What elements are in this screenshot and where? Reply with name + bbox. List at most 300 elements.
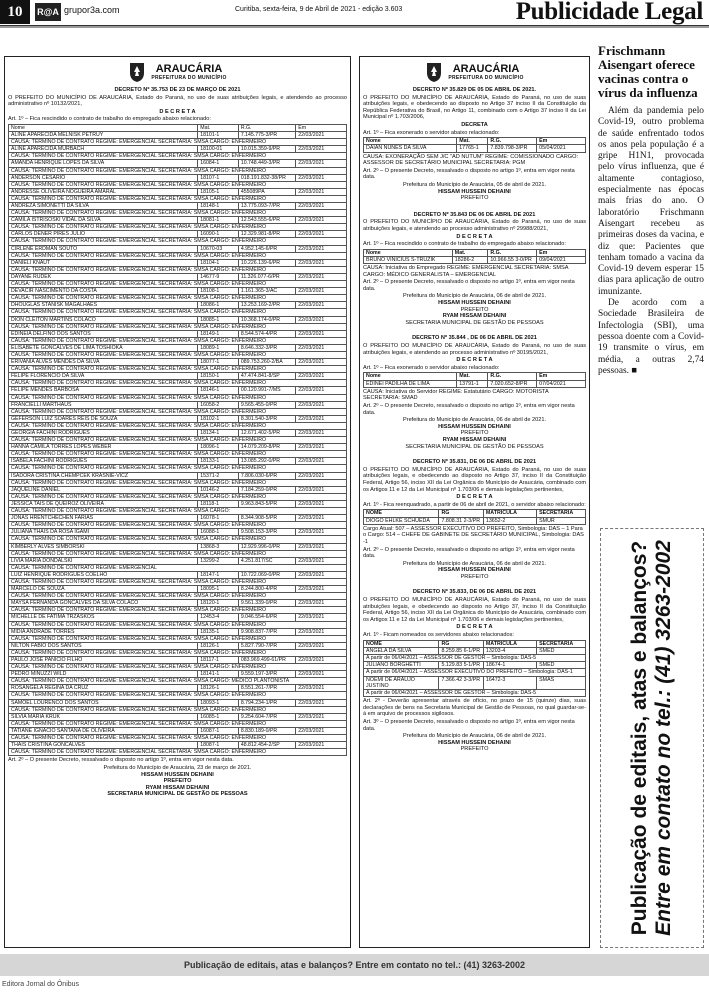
cell-mat: 18105-1 — [198, 188, 239, 195]
table-row-cause — [9, 664, 347, 671]
cell-causa: CAUSA: TERMINO DE CONTRATO REGIME: EMERGENCIAL SECRETARIA: SMSA CARGO: ENFERMEIRO — [9, 706, 347, 713]
cell-mat: 16090-1 — [198, 231, 239, 238]
cell-nome: NOEMI DE ARAUJO JUSTINO — [364, 676, 439, 689]
cell-mat: 16058-2 — [198, 401, 239, 408]
cell-nome: MAYSA FERNANDA GONCALVES DA SILVA COLACO — [9, 600, 198, 607]
decree-4-art2: Art. 2º – O presente Decreto, ressalvado o disposto no artigo 1º, entra em vigor nesta data. — [363, 403, 575, 416]
cell-mat: 10146-2 — [198, 486, 239, 493]
cell-rg: 48.812.454-2/SP — [238, 742, 295, 749]
cell-mat: 18077-1 — [198, 359, 239, 366]
decree-6-table — [363, 640, 586, 698]
cell-nome: BRUNO VINICIUS S-TRUZIK — [364, 256, 453, 263]
cell-causa: CAUSA: TERMINO DE CONTRATO REGIME: EMERGENCIAL SECRETARIA: SMSA CARGO: ENFERMEIRO — [9, 153, 347, 160]
cell-mat: 18093-1 — [198, 699, 239, 706]
cell-nome: ROSANGELA REGINA DA CRUZ — [9, 685, 198, 692]
cell-mat: 18150-1 — [198, 373, 239, 380]
table-row-cause — [9, 366, 347, 373]
decree-1-closing: Prefeitura do Município de Araucária, 23 de março de 2021. — [103, 764, 252, 771]
cell-em: 22/03/2021 — [296, 316, 347, 323]
cell-em: 22/03/2021 — [296, 742, 347, 749]
cell-nome: ISABELA FACHINI RODRIGUES — [9, 458, 198, 465]
table-row — [364, 647, 586, 654]
cell-em: 22/03/2021 — [296, 500, 347, 507]
decree-3-decreta: D E C R E T A — [456, 233, 493, 240]
table-row — [9, 586, 347, 593]
cell-em: 09/04/2021 — [537, 256, 586, 263]
cell-rg: 12.329.981-8/PR — [238, 231, 295, 238]
cell-causa: CAUSA: TERMINO DE CONTRATO REGIME: EMERGENCIAL SECRETARIA: SMSA CARGO: ENFERMEIRO — [9, 465, 347, 472]
table-row — [364, 517, 586, 524]
table-row-note — [364, 655, 586, 662]
cell-causa: CAUSA: TERMINO DE CONTRATO REGIME: EMERGENCIAL SECRETARIA: SMSA CARGO: ENFERMEIRO — [9, 281, 347, 288]
decree-box-2 — [359, 56, 590, 948]
cell-causa: CAUSA: TERMINO DE CONTRATO REGIME: EMERGENCIAL SECRETARIA: SMSA CARGO: ENFERMEIRO — [9, 295, 347, 302]
table-row — [9, 727, 347, 734]
decree-6-closing: Prefeitura do Município de Araucária, 06 de abril de 2021. — [402, 733, 547, 740]
decree-6-art1: Art. 1º - Ficam nomeados os servidores abaixo relacionados: — [363, 632, 514, 639]
cell-em: 22/03/2021 — [296, 586, 347, 593]
cell-rg: 089.753.260-2/BA — [238, 359, 295, 366]
table-row — [9, 500, 347, 507]
decree-5-signature-role: PREFEITO — [460, 573, 489, 580]
table-row-cause — [9, 536, 347, 543]
cell-nome: ANDERSON CESARIO — [9, 174, 198, 181]
cell-mat: 13299-2 — [198, 557, 239, 564]
cell-causa: CAUSA: TERMINO DE CONTRATO REGIME: EMERGENCIAL SECRETARIA: SMSA CARGO: ENFERMEIRO — [9, 550, 347, 557]
table-row-cause — [9, 422, 347, 429]
table-row-cause — [9, 380, 347, 387]
col-header-matricula: MATRÍCULA — [483, 640, 536, 647]
cell-mat: 18085-1 — [198, 316, 239, 323]
cell-mat: 18107-1 — [198, 174, 239, 181]
cell-secretaria: SMAS — [537, 676, 586, 689]
table-row-cause — [9, 167, 347, 174]
table-row — [9, 713, 347, 720]
cell-em: 22/03/2021 — [296, 302, 347, 309]
cell-causa: CAUSA: TERMINO DE CONTRATO REGIME: EMERGENCIAL SECRETARIA: SMSA CARGO: ENFERMEIRO — [9, 167, 347, 174]
cell-causa: CAUSA: TERMINO DE CONTRATO REGIME: EMERGENCIAL SECRETARIA: SMSA CARGO: ENFERMEIRO — [9, 451, 347, 458]
decree-3-closing: Prefeitura do Município de Araucária, 06 de abril de 2021. — [402, 293, 547, 300]
cell-em: 22/03/2021 — [296, 373, 347, 380]
cell-rg: 083.969.499-61/PR — [238, 657, 295, 664]
cell-mat: 18108-1 — [198, 288, 239, 295]
cell-nome: FELIPE FLORENCIO DA SILVA — [9, 373, 198, 380]
table-row-cause — [9, 252, 347, 259]
cell-causa: CAUSA: TERMINO DE CONTRATO REGIME: EMERGENCIAL SECRETARIA: SMSA CARGO: ENFERMEIRO — [9, 408, 347, 415]
vertical-ad-text — [628, 540, 676, 936]
table-row — [9, 699, 347, 706]
cell-causa: CAUSA: TERMINO DE CONTRATO REGIME: EMERGENCIAL SECRETARIA: SMSA CARGO: ENFERMEIRO — [9, 195, 347, 202]
cell-rg: 9.565.455-0/PR — [238, 401, 295, 408]
cell-causa: CAUSA: TERMINO DE CONTRATO REGIME: EMERGENCIAL SECRETARIA: SMSA CARGO: ENFERMEIRO — [9, 493, 347, 500]
cell-causa: CAUSA: TERMINO DE CONTRATO REGIME: EMERGENCIAL SECRETARIA: SMSA CARGO: ENFERMEIRO — [9, 210, 347, 217]
cell-nome: GEORGIA FACHINI RODRIGUES — [9, 430, 198, 437]
table-row — [9, 430, 347, 437]
cell-rg: 9.561.339-0/PR — [238, 600, 295, 607]
table-row-cause — [9, 210, 347, 217]
table-row — [9, 217, 347, 224]
decree-2-intro: O PREFEITO DO MUNICÍPIO DE ARAUCÁRIA, Estado do Paraná, no uso de suas atribuições legais, e obedecendo ao disposto no Artigo 37 inciso II da Constituição da República Federativa do Brasil, no Artigo 11, combinado com o Artigo 37 inciso II da Lei Municipal nº 1.703/2006, — [363, 94, 586, 121]
cell-rg: 7.808.31 2-3/PR — [439, 517, 483, 524]
cell-rg: 4.251.817/SC — [238, 557, 295, 564]
cell-mat: 18286-2 — [452, 256, 488, 263]
decree-5-signature: HISSAM HUSSEIN DEHAINI — [438, 567, 511, 574]
table-row-cause — [9, 720, 347, 727]
cell-causa: CAUSA: TERMINO DE CONTRATO REGIME: EMERGENCIAL SECRETARIA: SMSA CARGO: ENFERMEIRO — [9, 593, 347, 600]
table-row — [9, 359, 347, 366]
decree-4-art1: Art. 1º – Fica exonerado o servidor abaixo relacionado: — [363, 364, 500, 371]
cell-nome: GEFERSON LUIZ SOARES REIS DE SOUZA — [9, 415, 198, 422]
table-row — [9, 160, 347, 167]
cell-causa: CAUSA: TERMINO DE CONTRATO REGIME: EMERGENCIAL SECRETARIA: SMSA CARGO: ENFERMEIRO — [9, 394, 347, 401]
cell-nome: JULIANO BORGHETTI — [364, 662, 439, 669]
cell-em: 22/03/2021 — [296, 515, 347, 522]
vertical-ad-box — [600, 528, 704, 948]
decree-1-decreta: D E C R E T A — [159, 108, 196, 115]
cell-mat: 18096-1 — [198, 444, 239, 451]
cell-em: 22/03/2021 — [296, 344, 347, 351]
cell-rg: 10.368.174-0/PR — [238, 316, 295, 323]
cell-rg: 8.244.800-4/PR — [238, 586, 295, 593]
cell-mat: 18126-1 — [198, 685, 239, 692]
table-row-note — [364, 669, 586, 676]
cell-causa: CAUSA: TERMINO DE CONTRATO REGIME: EMERGENCIAL SECRETARIA: SMSA CARGO: ENFERMEIRO — [9, 649, 347, 656]
cell-rg: 8.646.332-3/PR — [238, 344, 295, 351]
table-row — [9, 628, 347, 635]
table-row-cause — [9, 437, 347, 444]
table-row — [9, 373, 347, 380]
decree-4-table — [363, 372, 586, 387]
decree-1-title: DECRETO Nº 35.753 DE 23 DE MARÇO DE 2021 — [114, 87, 241, 93]
cell-rg: 14.079.209-8/PR — [238, 444, 295, 451]
cell-mat: 18126-1 — [198, 642, 239, 649]
cell-nome: SAMOEL LOURENCO DOS SANTOS — [9, 699, 198, 706]
decree-1-table — [8, 124, 347, 756]
cell-secretaria: SMED — [537, 662, 586, 669]
col-header-em: Em — [537, 138, 586, 145]
ad-line-2: Entre em contato no tel.: (41) 3263-2002 — [652, 540, 676, 936]
col-header-nome: Nome — [9, 124, 198, 131]
table-row — [9, 401, 347, 408]
cell-rg: 4.952.145-6/PR — [238, 245, 295, 252]
cell-nome: DHOUGLAS STANISK MAGALHAES — [9, 302, 198, 309]
cell-nome: AMANDA HENRIQUE LOPES DA SILVA — [9, 160, 198, 167]
cell-mat: 10670-03 — [198, 245, 239, 252]
table-row — [364, 380, 586, 387]
cell-causa: CAUSA: TERMINO DE CONTRATO REGIME: EMERGENCIAL SECRETARIA: SMSA CARGO: ENFERMEIRO — [9, 309, 347, 316]
decree-6-art2: Art. 2º - Deverão apresentar através de ofício, no prazo de 15 (quinze) dias, suas declarações de bens na Secretaria Municipal de Gestão de Pessoas, no qual guardar-se-á em arquivo de processos sigilosos. — [363, 698, 586, 718]
cell-mat: 18086-1 — [198, 302, 239, 309]
decree-1-art1: Art. 1º – Fica rescindido o contrato de trabalho do empregado abaixo relacionado: — [8, 116, 211, 123]
table-row — [9, 132, 347, 139]
footer-banner: Publicação de editais, atas e balanços? Entre em contato no tel.: (41) 3263-2002 — [0, 954, 709, 976]
cell-mat: 18134-1 — [198, 430, 239, 437]
decree-5-title: DECRETO Nº 35.831, DE 06 DE ABRIL DE 2021 — [412, 459, 537, 466]
cell-causa: CAUSA: TERMINO DE CONTRATO REGIME: EMERGENCIAL SECRETARIA: SMSA CARGO: ENFERMEIRO — [9, 422, 347, 429]
col-header-rg: RG — [439, 640, 483, 647]
decree-4-closing: Prefeitura do Município de Araucária, 06 de abril de 2021. — [402, 417, 547, 424]
decree-4-causa: CAUSA: Iniciativa do Servidor REGIME: Estatutário CARGO: MOTORISTA SECRETARIA: SMAD — [363, 388, 549, 402]
cell-rg: 7.366.42 3-3/PR — [439, 676, 483, 689]
decree-5-cargo: Cargo Atual: 507 – ASSESSOR EXECUTIVO DO PREFEITO, Simbologia: DAS – 1 Para o Cargo: 514 – CHEFE DE GABINETE DE SECRETÁRIO MUNICIPAL, Simbologia: DAS -1 — [363, 525, 584, 545]
table-row — [9, 259, 347, 266]
table-row — [9, 557, 347, 564]
decree-6-decreta: D E C R E T A — [456, 624, 493, 631]
cell-em: 22/03/2021 — [296, 699, 347, 706]
decree-2-signature: HISSAM HUSSEIN DEHAINI — [438, 188, 511, 195]
table-row — [9, 458, 347, 465]
decree-box-1 — [4, 56, 351, 948]
cell-em: 22/03/2021 — [296, 529, 347, 536]
decree-3-signature-2: RYAM HISSAM DEHAINI — [442, 313, 507, 320]
table-row-cause — [9, 578, 347, 585]
cell-mat: 18102-1 — [198, 415, 239, 422]
decree-4-title: DECRETO Nº 35.844 , DE 06 DE ABRIL DE 2021 — [412, 335, 537, 342]
table-row — [9, 245, 347, 252]
cell-nome: EDINEIA DELFINO DOS SANTOS — [9, 330, 198, 337]
cell-causa: CAUSA: TERMINO DE CONTRATO REGIME: EMERGENCIAL SECRETARIA: SMSA CARGO: ENFERMEIRO — [9, 380, 347, 387]
table-row — [9, 543, 347, 550]
decree-4-decreta: D E C R E T A — [456, 357, 493, 364]
table-row — [364, 676, 586, 689]
cell-causa: CAUSA: TERMINO DE CONTRATO REGIME: EMERGENCIAL SECRETARIA: SMSA CARGO: ENFERMEIRO — [9, 238, 347, 245]
cell-causa: CAUSA: TERMINO DE CONTRATO REGIME: EMERGENCIAL SECRETARIA: SMSA CARGO: ENFERMEIRO — [9, 621, 347, 628]
cell-em: 22/03/2021 — [296, 401, 347, 408]
cell-nome: ANDREZA SIMONETTI DA SILVA — [9, 203, 198, 210]
col-header-rg: R.G. — [488, 138, 537, 145]
table-row — [9, 671, 347, 678]
cell-rg: 8.830.189-0/PR — [238, 727, 295, 734]
table-row — [9, 188, 347, 195]
cell-nome: MARCELO DE SOUZA — [9, 586, 198, 593]
cell-causa: CAUSA: TERMINO DE CONTRATO REGIME: EMERGENCIAL — [9, 564, 347, 571]
cell-mat: 17765-1 — [457, 145, 488, 152]
cell-rg: 10.015.359-9/PR — [238, 146, 295, 153]
cell-nome: DIOGO EHLKE SCHUEDA — [364, 517, 439, 524]
cell-mat: 18089-1 — [198, 344, 239, 351]
cell-mat: 18095-1 — [198, 586, 239, 593]
cell-nome: JESSICA TAIS DE QUEIROZ OLIVEIRA — [9, 500, 198, 507]
cell-mat: 18148-1 — [198, 203, 239, 210]
cell-em: 22/03/2021 — [296, 245, 347, 252]
decree-3-art1: Art. 1º – Fica rescindido o contrato de trabalho do empregado abaixo relacionado: — [363, 241, 566, 248]
cell-em: 22/03/2021 — [296, 146, 347, 153]
cell-nome: ANDRESSE OLIVEIRA NOGUEIRA AMARAL — [9, 188, 198, 195]
cell-rg: 8.794.234-1/PR — [238, 699, 295, 706]
cell-causa: CAUSA: TERMINO DE CONTRATO REGIME: EMERGENCIAL SECRETARIA: SMSA CARGO: ENFERMEIRO — [9, 749, 347, 756]
col-header-rg: R.G. — [488, 249, 537, 256]
cell-nome: KIMBERLY ALVES SIMBORSKI — [9, 543, 198, 550]
table-row-cause — [9, 607, 347, 614]
col-header-rg: RG — [439, 510, 483, 517]
cell-causa: CAUSA: TERMINO DE CONTRATO REGIME: EMERGENCIAL SECRETARIA: SMSA CARGO: ENFERMEIRO — [9, 735, 347, 742]
decree-2-signature-role: PREFEITO — [460, 195, 489, 202]
cell-em: 22/03/2021 — [296, 259, 347, 266]
cell-nome: ERIVANIA ALVES MENDES DA SILVA — [9, 359, 198, 366]
cell-rg: 9.046.554-6/PR — [238, 614, 295, 621]
publisher-logo: R@A — [35, 3, 61, 21]
cell-em: 22/03/2021 — [296, 472, 347, 479]
table-row — [9, 330, 347, 337]
cell-rg: 10.748.449-3/PR — [238, 160, 295, 167]
table-row-cause — [9, 649, 347, 656]
footer-credit: Editora Jornal do Ônibus — [2, 981, 80, 988]
table-row-cause — [9, 493, 347, 500]
table-row-cause — [9, 195, 347, 202]
col-header-nome: Nome — [364, 249, 453, 256]
decree-3-signature-1: HISSAM HUSSEIN DEHAINI — [438, 300, 511, 307]
col-header-rg: R.G. — [238, 124, 295, 131]
cell-matricula: 18674-1 — [483, 662, 536, 669]
cell-causa: CAUSA: TERMINO DE CONTRATO REGIME: EMERGENCIAL SECRETARIA: SMSA CARGO: ENFERMEIRO — [9, 252, 347, 259]
cell-nome: JONAS HRENTCHECHEN FARIAS — [9, 515, 198, 522]
table-row-cause — [9, 139, 347, 146]
cell-em: 07/04/2021 — [537, 380, 586, 387]
table-row — [9, 685, 347, 692]
cell-em: 22/03/2021 — [296, 713, 347, 720]
cell-rg: 10.722.069-0/PR — [238, 571, 295, 578]
table-row — [9, 515, 347, 522]
table-row — [364, 662, 586, 669]
table-row — [9, 642, 347, 649]
cell-nome: PEDRO MINUZZI WILD — [9, 671, 198, 678]
cell-mat: 18117-1 — [198, 657, 239, 664]
article-headline: Frischmann Aisengart oferece vacinas contra o vírus da influenza — [598, 43, 698, 100]
cell-rg: 7.806.030-6/PR — [238, 472, 295, 479]
cell-nome: FRANCIELLI MARTHAUS — [9, 401, 198, 408]
col-header-mat: Mat. — [457, 373, 488, 380]
table-header-row — [364, 249, 586, 256]
table-row-cause — [9, 635, 347, 642]
cell-em: 22/03/2021 — [296, 444, 347, 451]
col-header-em: Em — [296, 124, 347, 131]
table-row-cause — [9, 224, 347, 231]
decree-5-art1: Art. 1º - Fica reenquadrado, a partir de 06 de abril de 2021, o servidor abaixo relacionado: — [363, 501, 586, 508]
cell-mat: 16085-1 — [198, 713, 239, 720]
cell-causa: CAUSA: TERMINO DE CONTRATO REGIME: EMERGENCIAL SECRETARIA: SMSA CARGO: ENFERMEIRO — [9, 366, 347, 373]
cell-rg: 5.827.790-7/PR — [238, 642, 295, 649]
decree-2-title: DECRETO Nº 35.829 DE 05 DE ABRIL DE 2021. — [412, 87, 537, 93]
decree-3-signature-1-role: PREFEITO — [460, 306, 489, 313]
cell-rg: 9.254.604-7/PR — [238, 713, 295, 720]
table-row — [9, 146, 347, 153]
col-header-matricula: MATRÍCULA — [483, 510, 536, 517]
coat-of-arms-icon — [425, 61, 443, 83]
cell-mat: 18100-01 — [198, 146, 239, 153]
cell-causa: CAUSA: TERMINO DE CONTRATO REGIME: EMERGENCIAL SECRETARIA: SMSA CARGO: ENFERMEIRO — [9, 224, 347, 231]
cell-nome: CARLOS DENER PIRES JULIO — [9, 231, 198, 238]
table-row — [9, 472, 347, 479]
section-title: Publicidade Legal — [515, 0, 703, 25]
cell-rg: 5.129.83 5-1/PR — [439, 662, 483, 669]
decree-3-art2: Art. 2º – O presente Decreto, ressalvado o disposto no artigo 1º, entra em vigor nesta data. — [363, 279, 575, 292]
news-article — [598, 44, 704, 377]
cell-em: 22/03/2021 — [296, 132, 347, 139]
decree-3-causa: CAUSA: Iniciativa do Empregado REGIME: EMERGENCIAL SECRETARIA: SMSA CARGO: MÉDICO GENERALISTA – EMERGENCIAL — [363, 265, 569, 278]
table-row — [9, 174, 347, 181]
table-header-row — [364, 373, 586, 380]
decree-4-signature-2-role: SECRETARIA MUNICIPAL DE GESTÃO DE PESSOAS — [405, 443, 544, 450]
cell-nome: TATIANE IGNACIO SANTANA DE OLIVEIRA — [9, 727, 198, 734]
col-header-nome: Nome — [364, 138, 457, 145]
table-row-cause — [9, 295, 347, 302]
col-header-mat: Mat. — [457, 138, 488, 145]
cell-causa: CAUSA: TERMINO DE CONTRATO REGIME: EMERGENCIAL SECRETARIA: SMSA CARGO: ENFERMEIRO — [9, 337, 347, 344]
cell-nome: MIDIA ANDRADE TORRES — [9, 628, 198, 635]
table-row — [9, 273, 347, 280]
decree-5-decreta: D E C R E T A — [456, 494, 493, 501]
cell-rg: 10.226.139-6/PR — [238, 259, 295, 266]
cell-nome: FELIPE MENDES BARBOSA — [9, 387, 198, 394]
cell-em: 05/04/2021 — [537, 145, 586, 152]
table-row-cause — [9, 451, 347, 458]
table-row-cause — [9, 408, 347, 415]
decree-2-art1: Art. 1º – Fica exonerado o servidor abaixo relacionado: — [363, 129, 500, 136]
cell-em: 22/03/2021 — [296, 642, 347, 649]
cell-nome: CAMILA ISTRISOSKI VIDAL DA SILVA — [9, 217, 198, 224]
cell-causa: CAUSA: TERMINO DE CONTRATO REGIME: EMERGENCIAL SECRETARIA: SMSA CARGO: ENFERMEIRO — [9, 664, 347, 671]
cell-mat: 16078-1 — [198, 515, 239, 522]
cell-secretaria: SMED — [537, 647, 586, 654]
cell-em: 22/03/2021 — [296, 160, 347, 167]
cell-causa: CAUSA: TERMINO DE CONTRATO REGIME: EMERGENCIAL SECRETARIA: SMSA CARGO: ENFERMEIRO — [9, 578, 347, 585]
table-row — [9, 344, 347, 351]
cell-nome: DAIAN NUNES DA SILVA — [364, 145, 457, 152]
table-row-cause — [9, 550, 347, 557]
cell-causa: CAUSA: TERMINO DE CONTRATO REGIME: EMERGENCIAL SECRETARIA: SMSA CARGO: ENFERMEIRO — [9, 479, 347, 486]
cell-rg: 8.344.908-5/PR — [238, 515, 295, 522]
page-number: 10 — [0, 0, 30, 24]
cell-rg: 9.508.153-3/PR — [238, 529, 295, 536]
cell-mat: 15371-2 — [198, 472, 239, 479]
cell-nome: ALINE APARECIDA MURBACH — [9, 146, 198, 153]
table-row-cause — [9, 692, 347, 699]
col-header-em: Em — [537, 249, 586, 256]
table-row — [9, 529, 347, 536]
decree-2-causa: CAUSA: EXONERAÇÃO SEM J/C "AD NUTUM" REGIME: COMISSIONADO CARGO: ASSESSOR DE SECRETÁRIO MUNICIPAL SECRETARIA: PGM — [363, 153, 579, 167]
cell-rg: 12.929.996-0/PR — [238, 543, 295, 550]
cell-causa: CAUSA: TERMINO DE CONTRATO REGIME: EMERGENCIAL SECRETARIA: SMSA CARGO: ENFERMEIRO — [9, 692, 347, 699]
cell-nome: MICHELLE DE FATIMA TRZASKOS — [9, 614, 198, 621]
table-row-cause — [9, 153, 347, 160]
table-row-cause — [9, 593, 347, 600]
decree-4-intro: O PREFEITO DO MUNICÍPIO DE ARAUCÁRIA, Estado do Paraná, no uso de suas atribuições legais, e atendendo ao processo administrativo nº 30195/2021, — [363, 343, 586, 356]
cell-mat: 16088-1 — [198, 529, 239, 536]
table-row-cause — [9, 735, 347, 742]
cell-mat: 18087-1 — [198, 742, 239, 749]
decree-3-intro: O PREFEITO DO MUNICÍPIO DE ARAUCÁRIA, Estado do Paraná, no uso de suas atribuições legais, e atendendo ao processo administrativo nº 29988/2021, — [363, 219, 586, 232]
table-row-cause — [9, 323, 347, 330]
table-header-row — [364, 510, 586, 517]
cell-matricula: 16472-3 — [483, 676, 536, 689]
cell-mat: 16087-1 — [198, 727, 239, 734]
table-header-row — [364, 640, 586, 647]
cell-em: 22/03/2021 — [296, 415, 347, 422]
cell-nome: SILVIA MARIA KRUK — [9, 713, 198, 720]
table-row — [9, 614, 347, 621]
cell-rg: 8.301.540-3/PR — [238, 415, 295, 422]
cell-rg: 12.671.402-5/PR — [238, 430, 295, 437]
decree-3-signature-2-role: SECRETARIA MUNICIPAL DE GESTÃO DE PESSOAS — [405, 319, 544, 326]
cell-rg: 1.161.365-3/AC — [238, 288, 295, 295]
cell-note: A partir de 06/04/2021 – ASSESSOR DE GESTOR – Simbologia: DAS-5 — [364, 655, 586, 662]
table-row-cause — [9, 309, 347, 316]
cell-nome: DION CLEITON MARTINS COLACO — [9, 316, 198, 323]
cell-em: 22/03/2021 — [296, 217, 347, 224]
col-header-mat: Mat. — [452, 249, 488, 256]
col-header-mat: Mat. — [198, 124, 239, 131]
header-divider-shadow — [0, 26, 709, 28]
